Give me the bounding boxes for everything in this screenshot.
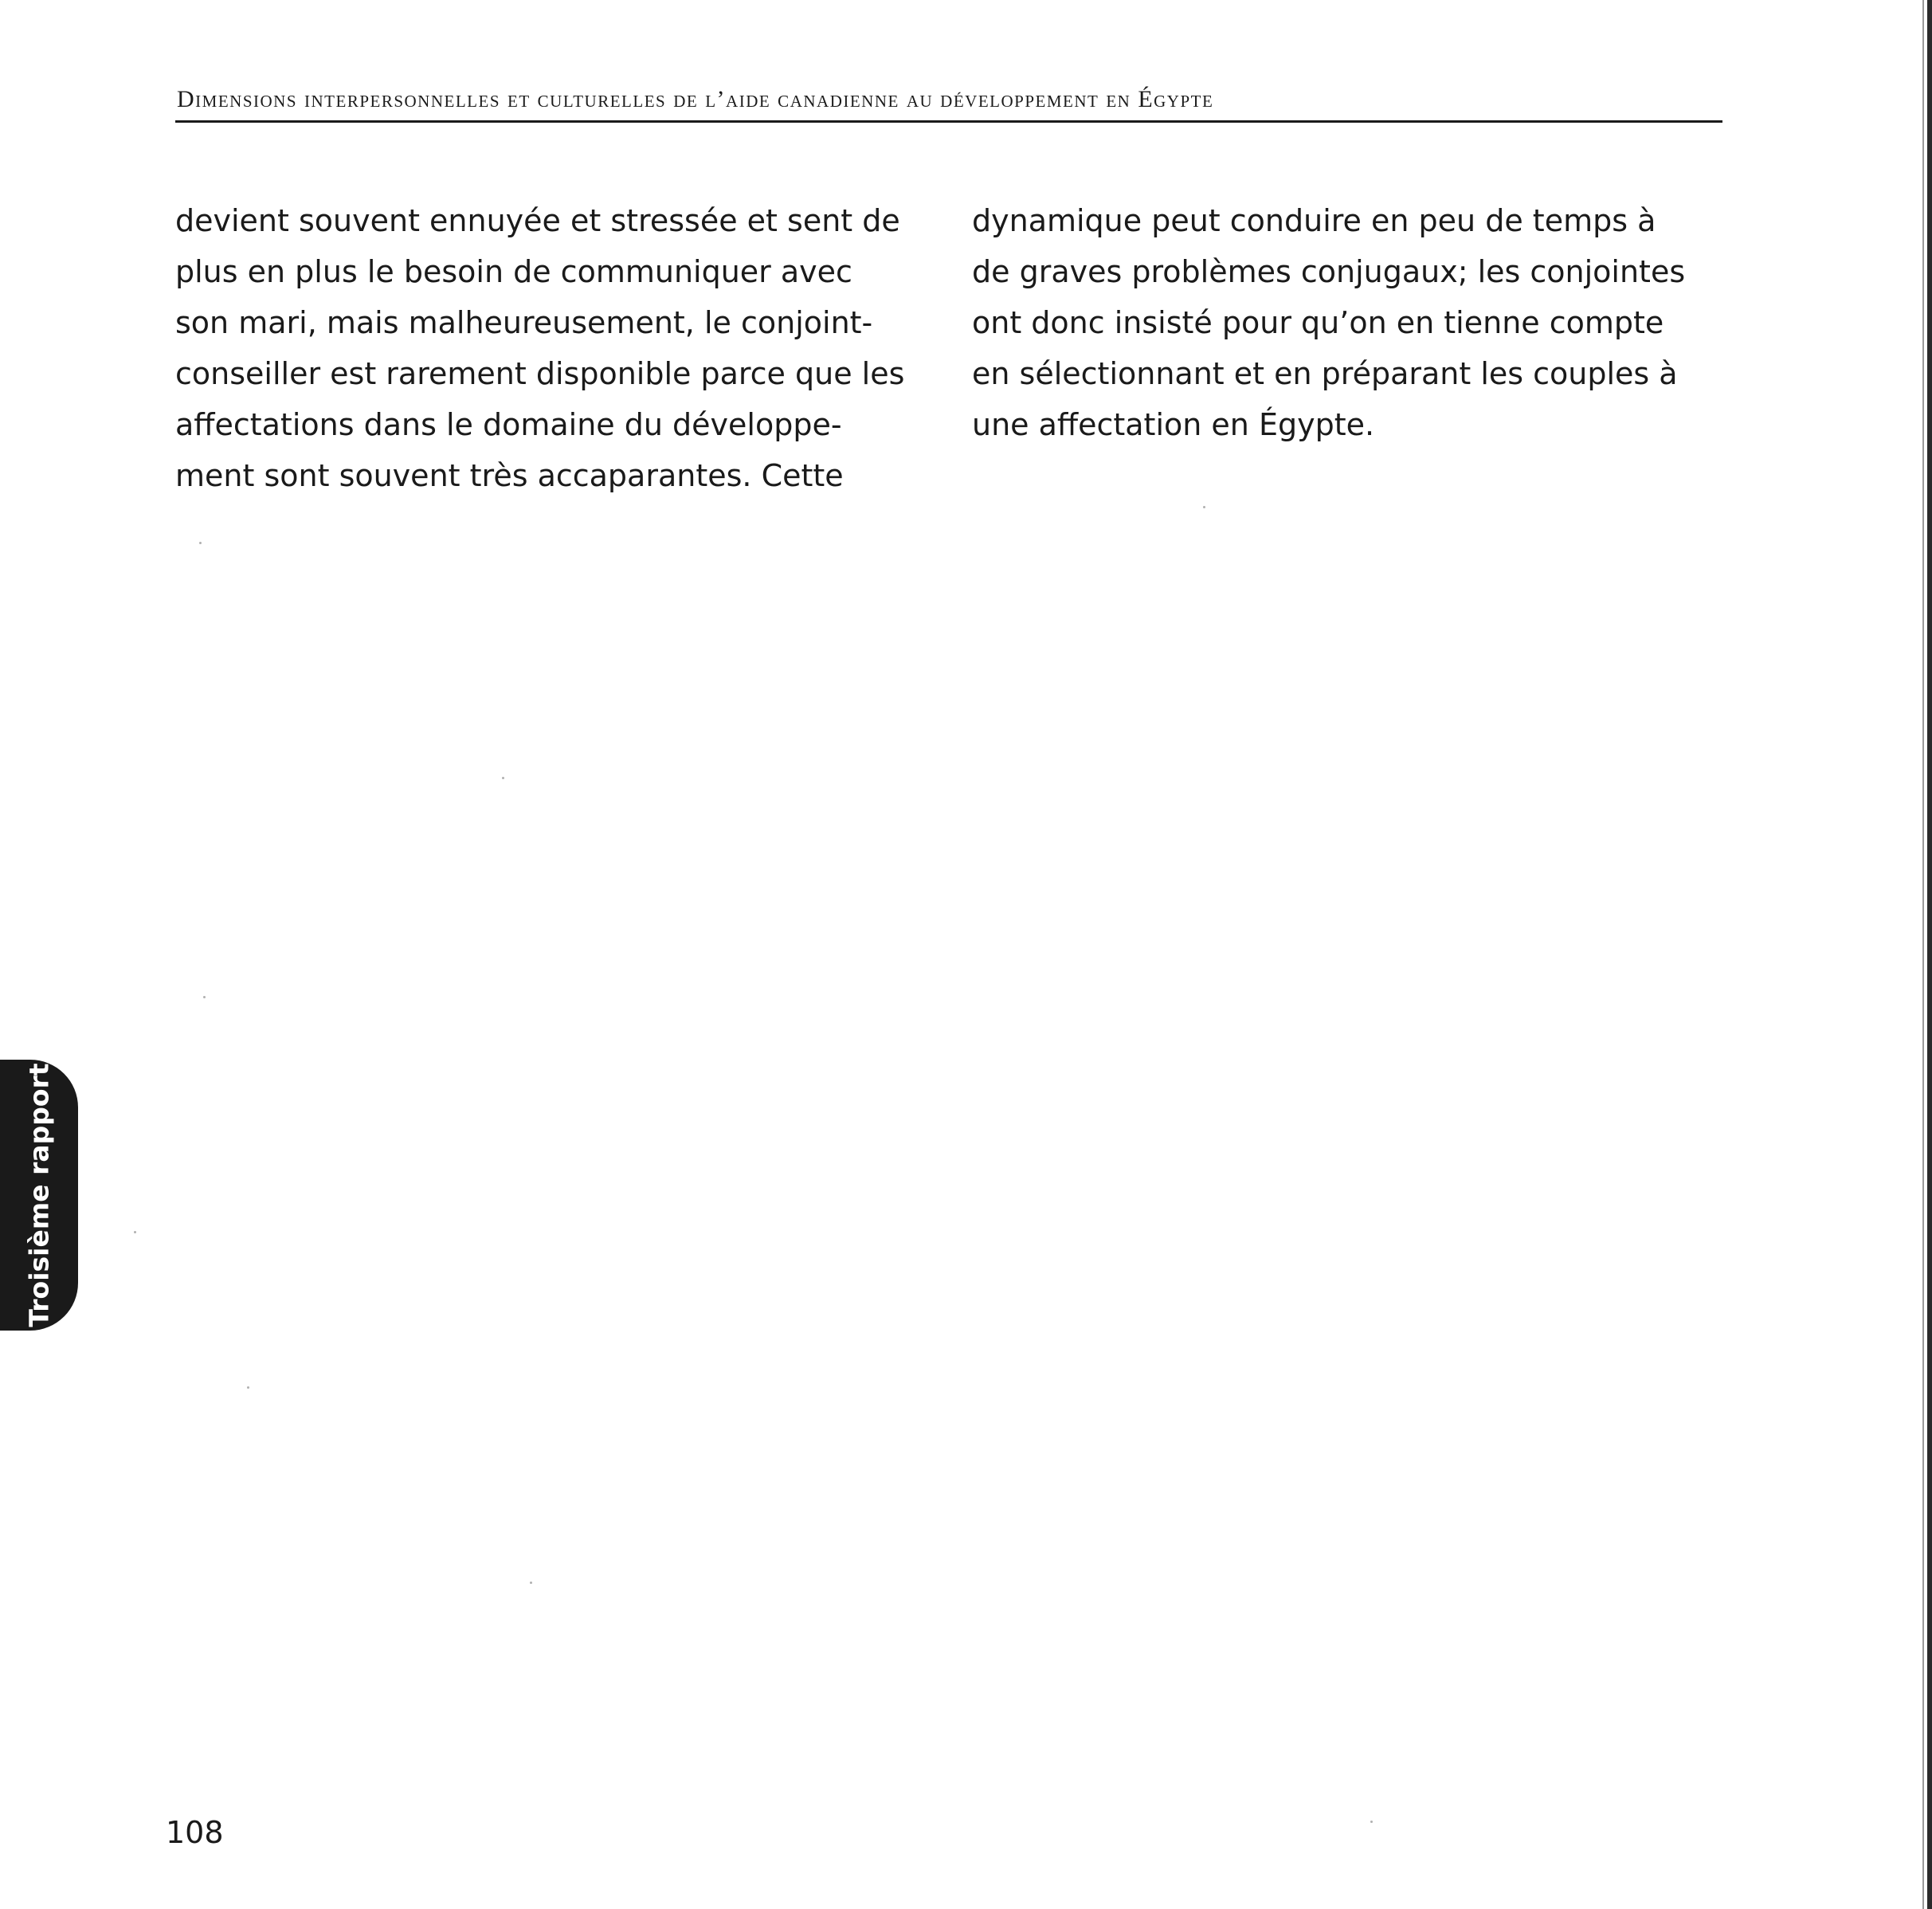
scan-edge <box>1927 0 1932 1909</box>
text-line: son mari, mais malheureusement, le conjoint- <box>175 305 873 340</box>
scan-speck <box>247 1386 249 1389</box>
text-line: affectations dans le domaine du développe- <box>175 407 842 442</box>
text-line: une affectation en Égypte. <box>972 407 1375 442</box>
scan-speck <box>502 777 504 779</box>
scan-speck <box>1370 1821 1373 1823</box>
scan-speck <box>199 542 202 544</box>
section-tab-label: Troisième rapport <box>23 1063 55 1327</box>
page-number: 108 <box>166 1815 224 1850</box>
header-rule <box>175 120 1722 123</box>
text-line: ont donc insisté pour qu’on en tienne compte <box>972 305 1664 340</box>
text-line: dynamique peut conduire en peu de temps à <box>972 203 1656 238</box>
right-column <box>972 195 1737 450</box>
text-line: devient souvent ennuyée et stressée et sent de <box>175 203 900 238</box>
text-line: conseiller est rarement disponible parce que les <box>175 356 905 391</box>
text-line: en sélectionnant et en préparant les couples à <box>972 356 1678 391</box>
scan-speck <box>203 996 206 998</box>
running-header: Dimensions interpersonnelles et culturelles de l’aide canadienne au développement en Égypte <box>177 86 1214 112</box>
scan-speck <box>134 1231 136 1233</box>
scan-speck <box>1203 506 1205 508</box>
text-line: plus en plus le besoin de communiquer avec <box>175 254 852 289</box>
text-line: ment sont souvent très accaparantes. Cette <box>175 458 844 493</box>
scan-edge-inner <box>1922 0 1924 1909</box>
left-column <box>175 195 940 501</box>
section-tab <box>0 1060 78 1331</box>
text-line: de graves problèmes conjugaux; les conjointes <box>972 254 1686 289</box>
scan-speck <box>530 1582 532 1584</box>
